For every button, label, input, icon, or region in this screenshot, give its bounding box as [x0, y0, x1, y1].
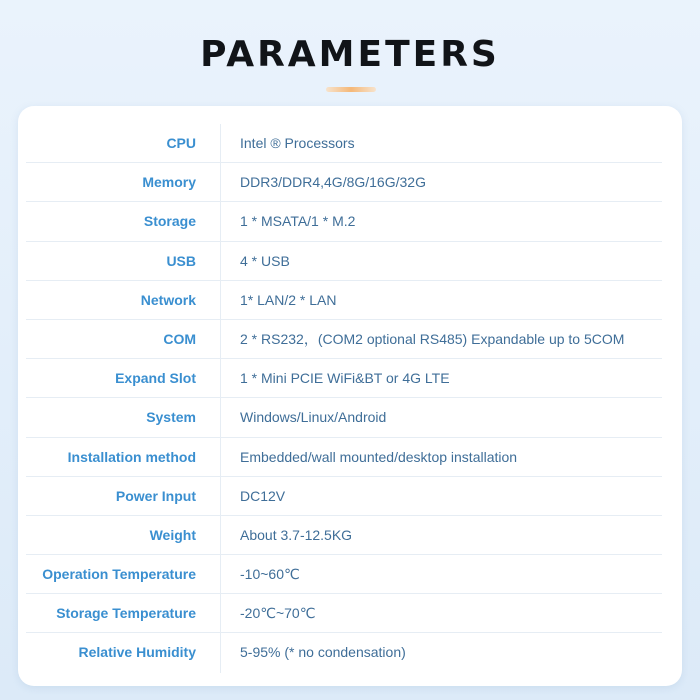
spec-row-weight — [26, 516, 662, 555]
spec-row-com — [26, 320, 662, 359]
page-title: PARAMETERS — [200, 34, 500, 75]
column-divider — [220, 163, 221, 202]
spec-table — [26, 124, 662, 673]
column-divider — [220, 594, 221, 633]
spec-label: CPU — [166, 135, 196, 151]
spec-label: Network — [140, 291, 196, 308]
spec-label: Power Input — [115, 487, 196, 504]
spec-value: 4 * USB — [240, 252, 290, 269]
column-divider — [220, 477, 221, 516]
spec-row-storage-temperature — [26, 594, 662, 633]
spec-label: System — [146, 409, 196, 426]
spec-row-usb — [26, 242, 662, 281]
spec-row-installation-method — [26, 438, 662, 477]
column-divider — [220, 398, 221, 437]
spec-value: DC12V — [240, 487, 286, 504]
spec-label: Expand Slot — [115, 370, 196, 387]
spec-value: 1 * Mini PCIE WiFi&BT or 4G LTE — [240, 370, 450, 387]
spec-value: About 3.7-12.5KG — [240, 526, 353, 543]
spec-value: 2 * RS232，(COM2 optional RS485) Expandable up to 5COM — [240, 330, 625, 347]
spec-value: DDR3/DDR4,4G/8G/16G/32G — [240, 174, 426, 191]
spec-label: COM — [163, 330, 196, 347]
spec-row-cpu — [26, 124, 662, 163]
column-divider — [220, 242, 221, 281]
spec-label: Installation method — [67, 448, 196, 465]
spec-row-operation-temperature — [26, 555, 662, 594]
column-divider — [220, 555, 221, 594]
spec-value: Windows/Linux/Android — [240, 409, 387, 426]
column-divider — [220, 202, 221, 241]
column-divider — [220, 359, 221, 398]
spec-label: Storage Temperature — [56, 605, 196, 622]
spec-value: -20℃~70℃ — [240, 605, 316, 622]
spec-row-system — [26, 398, 662, 437]
column-divider — [220, 320, 221, 359]
column-divider — [220, 438, 221, 477]
spec-value: 1 * MSATA/1 * M.2 — [240, 213, 356, 230]
spec-row-expand-slot — [26, 359, 662, 398]
spec-label: Weight — [149, 526, 196, 543]
spec-label: USB — [166, 252, 196, 269]
spec-row-relative-humidity — [26, 633, 662, 672]
spec-row-network — [26, 281, 662, 320]
spec-value: -10~60℃ — [240, 566, 300, 583]
column-divider — [220, 124, 221, 163]
column-divider — [220, 516, 221, 555]
column-divider — [220, 633, 221, 672]
spec-row-storage — [26, 202, 662, 241]
spec-label: Storage — [143, 213, 196, 230]
title-accent-bar — [326, 87, 376, 92]
spec-value: 1* LAN/2 * LAN — [240, 291, 337, 308]
spec-label: Memory — [142, 174, 196, 191]
spec-value: Embedded/wall mounted/desktop installation — [240, 448, 518, 465]
spec-row-memory — [26, 163, 662, 202]
spec-label: Operation Temperature — [42, 566, 196, 583]
spec-value: Intel ® Processors — [240, 135, 355, 151]
spec-row-power-input — [26, 477, 662, 516]
spec-label: Relative Humidity — [78, 644, 196, 661]
spec-value: 5-95% (* no condensation) — [240, 644, 406, 661]
column-divider — [220, 281, 221, 320]
